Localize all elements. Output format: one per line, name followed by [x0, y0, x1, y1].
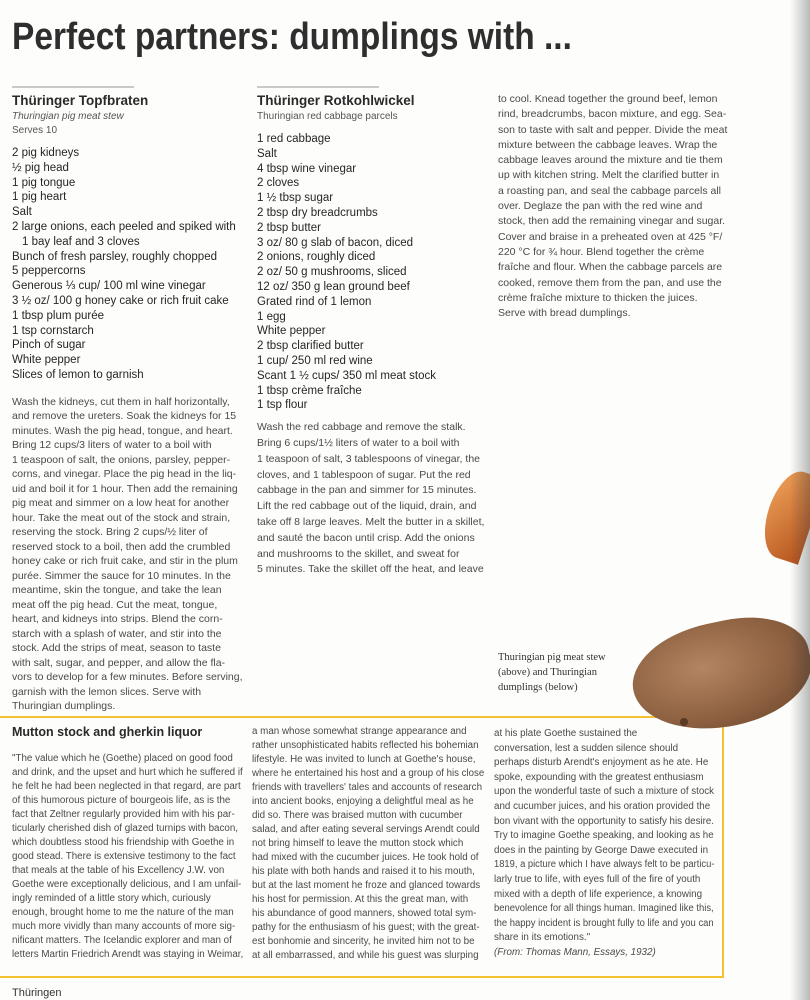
text-line: reserving the stock. Bring 2 cups/½ liter of: [12, 526, 208, 539]
sidebar-column-3: [494, 727, 714, 961]
text-line: the happy incident is brought fully to life and you can: [494, 917, 714, 929]
recipe-subtitle: Thuringian pig meat stew: [12, 111, 124, 122]
text-line: 12 oz/ 350 g lean ground beef: [257, 280, 410, 293]
text-line: minutes. Wash the pig head, tongue, and heart.: [12, 424, 233, 437]
text-line: Bunch of fresh parsley, roughly chopped: [12, 250, 217, 263]
text-line: does in the painting by George Dawe executed in: [494, 844, 709, 856]
text-line: that meals at the table of his Excellency J.W. von: [12, 865, 225, 876]
divider: [12, 86, 134, 88]
sidebar-column-3-text: [494, 727, 714, 946]
text-line: 2 tbsp butter: [257, 221, 321, 234]
text-line: Pinch of sugar: [12, 339, 86, 352]
text-line: heart, and kidneys into strips. Blend the corn-: [12, 613, 223, 626]
recipe-topfbraten: [12, 86, 244, 714]
quote-source: (From: Thomas Mann, Essays, 1932): [494, 946, 656, 958]
text-line: corns, and vinegar. Place the pig head in the liq-: [12, 468, 237, 481]
text-line: pathy for the enthusiasm of his guest; with the great-: [252, 922, 480, 933]
text-line: (above) and Thuringian: [498, 667, 597, 678]
text-line: est bonhomie and sincerity, he invited him not to be: [252, 936, 475, 947]
ingredient-list: [12, 146, 244, 383]
text-line: enough, brought home to me the nature of the man: [12, 907, 234, 918]
text-line: 3 oz/ 80 g slab of bacon, diced: [257, 236, 413, 249]
text-line: Cover and braise in a preheated oven at 425 °F/: [498, 230, 723, 243]
text-line: to cool. Knead together the ground beef, lemon: [498, 93, 718, 105]
text-line: a roasting pan, and seal the cabbage parcels all: [498, 184, 721, 197]
text-line: ticularly cherished dish of glazed turnips with bacon,: [12, 823, 238, 834]
text-line: 2 large onions, each peeled and spiked with: [12, 220, 236, 233]
text-line: but at the last moment he froze and glanced towards: [252, 880, 481, 891]
text-line: 1 teaspoon of salt, 3 tablespoons of vinegar, the: [257, 452, 480, 465]
text-line: share in its emotions.": [494, 932, 591, 944]
text-line: mixture between the cabbage leaves. Wrap the: [498, 138, 718, 151]
text-line: nificant matters. The Icelandic explorer and man of: [12, 935, 232, 946]
text-line: 1 bay leaf and 3 cloves: [22, 235, 140, 248]
text-line: and remove the ureters. Soak the kidneys for 15: [12, 410, 237, 423]
page-title: Perfect partners: dumplings with ...: [12, 16, 572, 58]
text-line: Wash the kidneys, cut them in half horizontally,: [12, 395, 230, 408]
text-line: which doubtless stood his friendship with Goethe in: [12, 837, 235, 848]
text-line: and cucumber juices, and his oration provided the: [494, 800, 711, 812]
text-line: much more vividly than many accounts of more sig-: [12, 921, 236, 932]
text-line: 1 pig heart: [12, 191, 67, 204]
text-line: 1 cup/ 250 ml red wine: [257, 354, 373, 367]
text-line: 1 ½ tbsp sugar: [257, 192, 334, 205]
text-line: 1 tsp cornstarch: [12, 324, 94, 337]
text-line: son to taste with salt and pepper. Divide the meat: [498, 123, 728, 136]
text-line: crème fraîche mixture to thicken the juices.: [498, 291, 698, 304]
text-line: 1 red cabbage: [257, 133, 331, 145]
sidebar-column-1: [12, 752, 244, 962]
text-line: his host for permission. At this the great man, with: [252, 894, 469, 905]
recipe-title: Thüringer Topfbraten: [12, 93, 149, 108]
text-line: meantime, skin the tongue, and take the lean: [12, 584, 222, 597]
text-line: 4 tbsp wine vinegar: [257, 162, 357, 175]
text-line: and mushrooms to the skillet, and sweat for: [257, 547, 460, 560]
text-line: up with kitchen string. Melt the clarified butter in: [498, 169, 720, 182]
recipe-method: [257, 420, 487, 578]
recipe-title: Thüringer Rotkohlwickel: [257, 93, 415, 108]
photo-caption: [498, 650, 606, 695]
text-line: honey cake or rich fruit cake, and stir in the plum: [12, 555, 238, 568]
text-line: White pepper: [12, 354, 81, 367]
text-line: "The value which he (Goethe) placed on good food: [12, 753, 233, 764]
text-line: and drink, and the upset and hurt which he suffered if: [12, 767, 243, 778]
text-line: Bring 6 cups/1½ liters of water to a boil with: [257, 436, 460, 449]
text-line: at all embarrassed, and while his guest was slurping: [252, 950, 479, 961]
text-line: had mixed with the cucumber juices. He took hold of: [252, 852, 479, 863]
text-line: mixed with a depth of life experience, a knowing: [494, 888, 703, 900]
text-line: starch with a splash of water, and stir into the: [12, 627, 222, 640]
text-line: 2 pig kidneys: [12, 147, 80, 159]
text-line: lifestyle. He was invited to lunch at Goethe's house,: [252, 754, 476, 765]
text-line: upon the wonderful taste of such a mixture of stock: [494, 786, 715, 798]
text-line: of this humorous picture of bourgeois life, as is the: [12, 795, 231, 806]
potato-tip: [680, 718, 688, 726]
text-line: benevolence for all things human. Imagined like this,: [494, 903, 714, 915]
text-line: 1 tsp flour: [257, 399, 308, 412]
text-line: Scant 1 ½ cups/ 350 ml meat stock: [257, 369, 436, 382]
text-line: 1 teaspoon of salt, the onions, parsley, pepper-: [12, 453, 231, 466]
text-line: letters Martin Friedrich Arendt was staying in Weimar,: [12, 949, 244, 960]
text-line: fact that Zeltner regularly provided him with his par-: [12, 809, 235, 820]
text-line: cabbage in the pan and simmer for 15 minutes.: [257, 484, 477, 497]
text-line: and sauté the bacon until crisp. Add the onions: [257, 531, 475, 544]
text-line: perhaps disturb Arendt's enjoyment as he ate. He: [494, 757, 709, 769]
text-line: did so. There was braised mutton with cucumber: [252, 810, 463, 821]
text-line: at his plate Goethe sustained the: [494, 728, 638, 739]
text-line: where he entertained his host and a group of his close: [252, 768, 485, 779]
text-line: ½ pig head: [12, 161, 69, 174]
text-line: Thuringian pig meat stew: [498, 652, 606, 663]
text-line: 2 oz/ 50 g mushrooms, sliced: [257, 266, 407, 279]
text-line: Salt: [257, 147, 277, 160]
text-line: cabbage leaves around the mixture and tie them: [498, 154, 723, 167]
text-line: Generous ⅓ cup/ 100 ml wine vinegar: [12, 280, 206, 293]
text-line: hour. Take the meat out of the stock and strain,: [12, 511, 231, 524]
text-line: 1 tbsp plum purée: [12, 309, 105, 322]
text-line: stock. Add the strips of meat, season to taste: [12, 642, 221, 655]
text-line: good stead. There is extensive testimony to the fact: [12, 851, 236, 862]
text-line: Bring 12 cups/3 liters of water to a boil with: [12, 439, 212, 452]
text-line: with salt, sugar, and pepper, and allow the fla-: [12, 656, 226, 669]
text-line: 2 cloves: [257, 177, 300, 190]
text-line: Slices of lemon to garnish: [12, 368, 144, 381]
text-line: uid and boil it for 1 hour. Then add the remaining: [12, 482, 238, 495]
text-line: Lift the red cabbage out of the liquid, drain, and: [257, 500, 477, 513]
text-line: White pepper: [257, 325, 326, 338]
text-line: 5 minutes. Take the skillet off the heat, and leave: [257, 563, 484, 576]
text-line: Serve with bread dumplings.: [498, 307, 631, 320]
text-line: cloves, and 1 tablespoon of sugar. Put the red: [257, 468, 471, 481]
recipe-method-continued: [498, 92, 733, 321]
text-line: Grated rind of 1 lemon: [257, 295, 372, 308]
page-footer: Thüringen: [12, 987, 62, 999]
recipe-method: [12, 395, 244, 714]
text-line: Thuringian dumplings.: [12, 700, 116, 713]
recipe-serves: Serves 10: [12, 125, 58, 136]
text-line: cooked, remove them from the pan, and use the: [498, 276, 722, 289]
text-line: dumplings (below): [498, 682, 578, 693]
sidebar-column-2: [252, 725, 484, 963]
text-line: 2 tbsp clarified butter: [257, 340, 364, 353]
text-line: rind, breadcrumbs, bacon mixture, and egg. Sea-: [498, 108, 727, 121]
text-line: ingly reminded of a little story which, curiously: [12, 893, 211, 904]
text-line: Wash the red cabbage and remove the stalk.: [257, 421, 466, 434]
text-line: rather unsophisticated habits reflected his bohemian: [252, 740, 479, 751]
text-line: Try to imagine Goethe speaking, and looking as he: [494, 830, 714, 842]
text-line: not bring himself to leave the mutton stock which: [252, 838, 464, 849]
text-line: take off 8 large leaves. Melt the butter in a skillet,: [257, 515, 485, 528]
text-line: bon vivant with the opportunity to satisfy his desire.: [494, 815, 714, 827]
text-line: 2 tbsp dry breadcrumbs: [257, 206, 378, 219]
text-line: pig meat and simmer on a low heat for another: [12, 497, 230, 510]
sidebar-title: Mutton stock and gherkin liquor: [12, 725, 203, 739]
text-line: his abundance of good manners, showed total sym-: [252, 908, 477, 919]
text-line: 2 onions, roughly diced: [257, 251, 376, 264]
page-gutter-shadow: [790, 0, 810, 1000]
text-line: into ancient books, enjoying a delightful meal as he: [252, 796, 474, 807]
text-line: his plate with both hands and raised it to his mouth,: [252, 866, 475, 877]
text-line: 1819, a picture which I have always felt to be particu-: [494, 859, 715, 871]
text-line: over. Deglaze the pan with the red wine and: [498, 200, 703, 213]
text-line: friends with travellers' tales and accounts of research: [252, 782, 483, 793]
text-line: purée. Simmer the sauce for 10 minutes. In the: [12, 569, 231, 582]
text-line: conversation, lest a sudden silence should: [494, 742, 679, 754]
recipe-subtitle: Thuringian red cabbage parcels: [257, 111, 398, 122]
divider: [257, 86, 379, 88]
text-line: reserved stock to a boil, then add the crumbled: [12, 540, 231, 553]
text-line: larly true to life, with eyes full of the fire of youth: [494, 873, 701, 885]
text-line: spoke, expounding with the greatest enthusiasm: [494, 771, 704, 783]
text-line: he felt he had been neglected in that regard, are part: [12, 781, 241, 792]
recipe-rotkohlwickel: [257, 86, 487, 578]
text-line: 1 egg: [257, 310, 286, 323]
text-line: fraîche and flour. When the cabbage parcels are: [498, 261, 723, 274]
text-line: salad, and after eating several servings Arendt could: [252, 824, 480, 835]
text-line: Goethe were exceptionally delicious, and I am unfail-: [12, 879, 242, 890]
text-line: 5 peppercorns: [12, 265, 86, 278]
text-line: 220 °C for ¾ hour. Blend together the crème: [498, 245, 705, 258]
text-line: 1 pig tongue: [12, 176, 76, 189]
text-line: vors to develop for a few minutes. Before serving,: [12, 671, 243, 684]
text-line: meat off the pig head. Cut the meat, tongue,: [12, 598, 218, 611]
text-line: a man whose somewhat strange appearance and: [252, 726, 467, 737]
ingredient-list: [257, 132, 487, 413]
text-line: garnish with the lemon slices. Serve with: [12, 685, 202, 698]
text-line: 1 tbsp crème fraîche: [257, 384, 362, 397]
text-line: stock, then add the remaining vinegar and sugar.: [498, 215, 726, 228]
text-line: Salt: [12, 206, 32, 219]
text-line: 3 ½ oz/ 100 g honey cake or rich fruit cake: [12, 294, 229, 307]
